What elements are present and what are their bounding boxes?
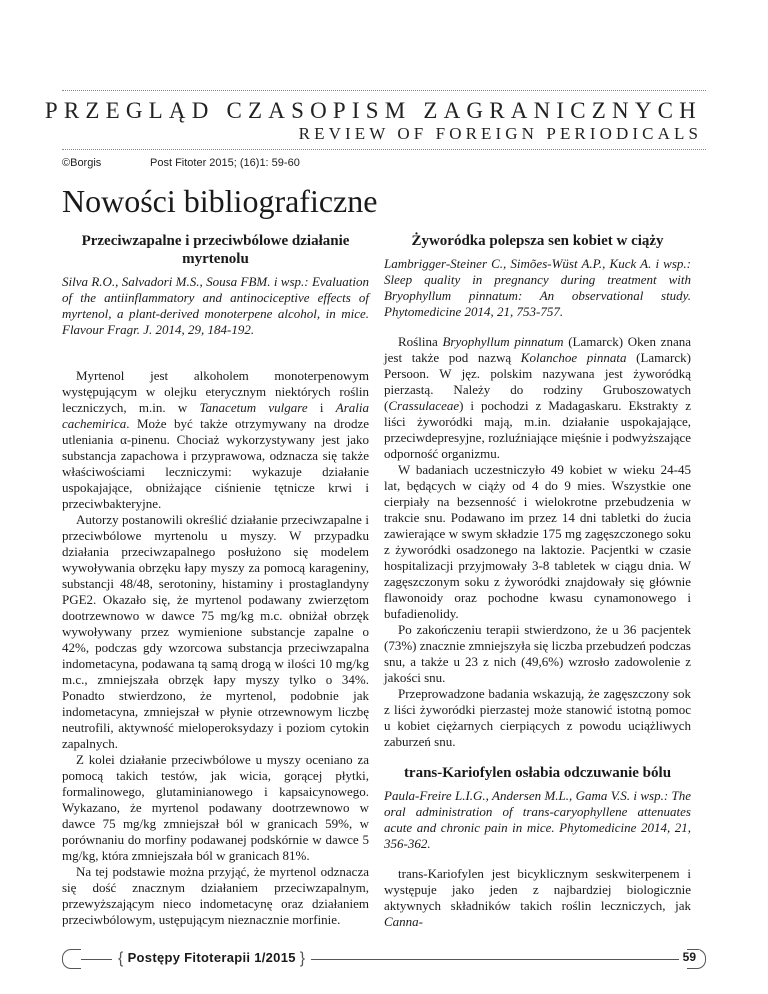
article-2-paragraph-1: Roślina Bryophyllum pinnatum (Lamarck) Oken znana jest także pod nazwą Kolanchoe pinnata (Lamarck) Persoon. W jęz. polskim nazywana jest żyworódką pierzastą. Należy do rodziny Gruboszowatych (Crassulaceae) i pochodzi z Madagaskaru. Ekstrakty z liści żyworódki mają, m.in. działanie uspokajające, przeciwdepresyjne, rozluźniające mięśnie i podwyższające odporność organizmu.: [384, 334, 691, 461]
article-2-paragraph-4: Przeprowadzone badania wskazują, że zagęszczony sok z liści żyworódki pierzastej może stanowić istotną pomoc u kobiet ciężarnych cierpiących z powodu uciążliwych zaburzeń snu.: [384, 686, 691, 749]
article-1-body: [62, 368, 369, 928]
footer-journal-text: Postępy Fitoterapii 1/2015: [127, 950, 296, 965]
right-column: [384, 232, 691, 930]
header-dotted-rule-top: [62, 90, 706, 91]
article-1-paragraph-4: Na tej podstawie można przyjąć, że myrtenol odznacza się dość znacznym działaniem przeciwzapalnym, przewyższającym nieco indometacynę oraz działaniem przeciwbólowym, ustępującym nieznacznie morfinie.: [62, 864, 369, 927]
header-title-polish: PRZEGLĄD CZASOPISM ZAGRANICZNYCH: [44, 98, 702, 123]
section-title: Nowości bibliograficzne: [62, 183, 378, 219]
article-1-paragraph-3: Z kolei działanie przeciwbólowe u myszy oceniano za pomocą takich testów, jak wicia, gorącej płytki, formalinowego, glutaminianowego i kapsaicynowego. Wykazano, że myrtenol podawany dootrzewnowo w dawce 75 mg/kg zmniejszał ból w granicach 59%, w porównaniu do morfiny podawanej podskórnie w dawce 5 mg/kg, która zmniejszała ból w granicach 81%.: [62, 752, 369, 863]
header-dotted-rule-bottom: [62, 149, 706, 150]
publisher-label: ©Borgis: [62, 157, 102, 169]
article-3-citation: Paula-Freire L.I.G., Andersen M.L., Gama V.S. i wsp.: The oral administration of trans-caryophyllene attenuates acute and chronic pain in mice. Phytomedicine 2014, 21, 356-362.: [384, 788, 691, 851]
article-1-citation: Silva R.O., Salvadori M.S., Sousa FBM. i wsp.: Evaluation of the antiinflammatory and antinociceptive effects of myrtenol, a plant-derived monoterpene alcohol, in mice. Flavour Fragr. J. 2014, 29, 184-192.: [62, 274, 369, 337]
footer-left-bracket: [62, 949, 81, 969]
article-2-paragraph-3: Po zakończeniu terapii stwierdzono, że u 36 pacjentek (73%) znacznie zmniejszyła się liczba przebudzeń podczas snu, a także u 23 z nich (49,6%) wzrosło zadowolenie z jakości snu.: [384, 622, 691, 685]
header-title-english: REVIEW OF FOREIGN PERIODICALS: [298, 124, 702, 143]
left-column: [62, 232, 369, 928]
citation-label: Post Fitoter 2015; (16)1: 59-60: [150, 157, 300, 169]
article-2-paragraph-2: W badaniach uczestniczyło 49 kobiet w wieku 24-45 lat, będących w ciąży od 4 do 9 mies. Wszystkie one cierpiały na bezsenność i wielokrotne przebudzenia w trakcie snu. Podawano im przez 14 dni tabletki do żucia zawierające w swym składzie 175 mg zagęszczonego soku z żyworódki osadzonego na laktozie. Pacjentki w czasie hospitalizacji przyjmowały 3-8 tabletek w ciągu dnia. W zagęszczonym soku z żyworódki znajdowały się głównie flawonoidy oraz pochodne kwasu cynamonowego i bufadienolidy.: [384, 462, 691, 621]
article-3-paragraph-1: trans-Kariofylen jest bicyklicznym seskwiterpenem i występuje jako jeden z najbardziej biologicznie aktywnych składników takich roślin leczniczych, jak Canna-: [384, 866, 691, 929]
article-2-title: Żyworódka polepsza sen kobiet w ciąży: [411, 233, 664, 249]
article-2-citation: Lambrigger-Steiner C., Simões-Wüst A.P., Kuck A. i wsp.: Sleep quality in pregnancy during treatment with Bryophyllum pinnatum: An observational study. Phytomedicine 2014, 21, 753-757.: [384, 256, 691, 319]
article-1-title: Przeciwzapalne i przeciwbólowe działanie myrtenolu: [81, 233, 350, 267]
article-3-body: [384, 866, 691, 930]
article-3-title: trans-Kariofylen osłabia odczuwanie bólu: [403, 765, 672, 781]
article-1-paragraph-1: Myrtenol jest alkoholem monoterpenowym występującym w olejku eterycznym niektórych roślin leczniczych, m.in. w Tanacetum vulgare i Aralia cachemirica. Może być także otrzymywany na drodze utleniania α-pinenu. Chociaż wykorzystywany jest jako substancja zapachowa i przyprawowa, odznacza się także właściwościami leczniczymi: wykazuje działanie uspokajające, obniżające ciśnienie tętnicze krwi i przeciwbakteryjne.: [62, 368, 369, 511]
page-number: 59: [679, 950, 700, 964]
article-1-paragraph-2: Autorzy postanowili określić działanie przeciwzapalne i przeciwbólowe myrtenolu u myszy. W przypadku działania przeciwzapalnego posłużono się modelem wywoływania obrzęku łapy myszy za pomocą karageniny, substancji 48/48, serotoniny, histaminy i prostaglandyny PGE2. Okazało się, że myrtenol podawany zwierzętom dootrzewnowo w dawce 75 mg/kg m.c. obniżał obrzęk wywoływany przez wymienione substancje zapalne o 42%, podczas gdy wzorcowa substancja przeciwzapalna indometacyna, podawana tą samą drogą w ilości 10 mg/kg m.c., zmniejszała obrzęk łapy myszy tylko o 34%. Ponadto stwierdzono, że myrtenol, podobnie jak indometacyna, zmniejszał w płynie otrzewnowym liczbę neutrofili, aktywność mieloperoksydazy i poziom cytokin zapalnych.: [62, 512, 369, 751]
footer-journal-name: { Postępy Fitoterapii 1/2015 }: [112, 949, 311, 967]
article-2-body: [384, 334, 691, 750]
footer-bar: [62, 948, 706, 970]
